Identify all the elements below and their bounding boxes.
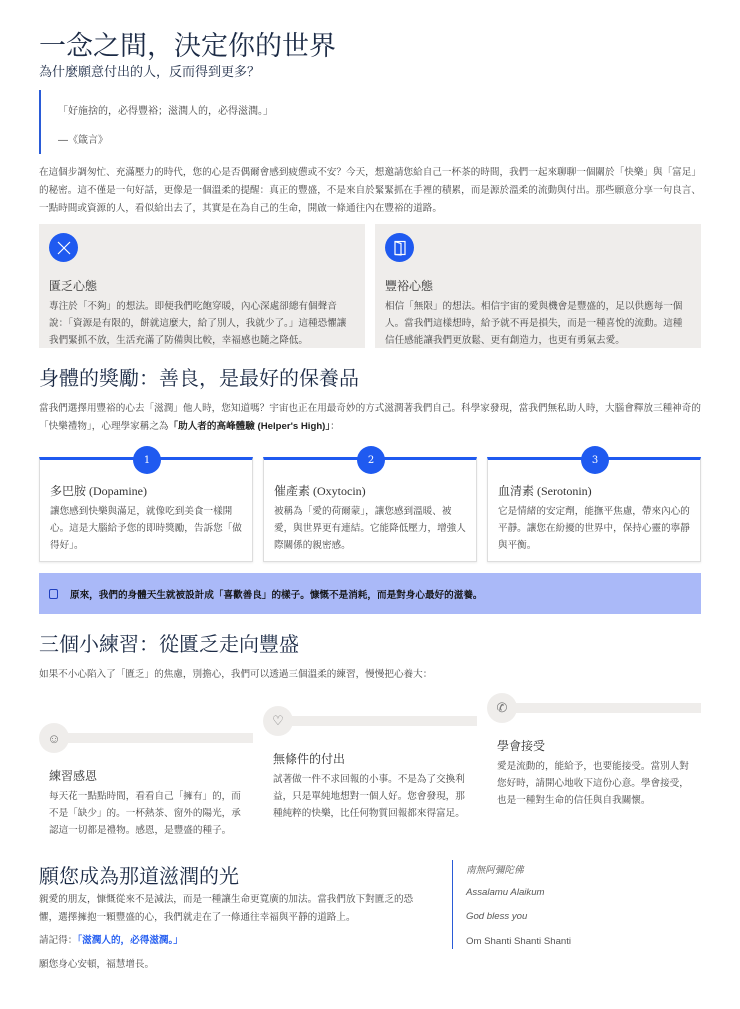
section-heading: 身體的獎勵：善良，是最好的保養品: [39, 368, 359, 390]
note-text: 原來，我們的身體天生就被設計成「喜歡善良」的樣子。慷慨不是消耗，而是對身心最好的滋養。: [70, 589, 483, 601]
page-subtitle: 為什麼願意付出的人，反而得到更多？: [39, 64, 261, 79]
hormone-card: [487, 454, 701, 562]
closing-text: 親愛的朋友，慷慨從來不是減法，而是一種讓生命更寬廣的加法。當我們放下對匱乏的恐懼，選擇擁抱一顆豐盛的心，我們就走在了一條通往幸福與平靜的道路上。: [39, 894, 414, 923]
practice-text: 每天花一點點時間，看看自己「擁有」的，而不是「缺少」的。一杯熱茶、窗外的陽光，承認這一切都是禮物。感恩，是豐盛的種子。: [49, 791, 241, 836]
hormone-title: 血清素 (Serotonin): [498, 484, 592, 498]
intro-end: ：: [330, 421, 340, 432]
step-number: 1: [133, 446, 161, 474]
blessing-text: 願您身心安頓，福慧增長。: [39, 959, 155, 970]
step-number: 3: [581, 446, 609, 474]
intro-paragraph: 在這個步調匆忙、充滿壓力的時代，您的心是否偶爾會感到疲憊或不安？今天，想邀請您給自己一杯茶的時間，我們一起來聊聊一個關於「快樂」與「富足」的秘密。這不僅是一句好話，更像是一個溫柔的提醒：真正的豐盛，不是來自於緊緊抓在手裡的積累，而是源於溫柔的流動與付出。那些願意分享一句良言、一點時間或資源的人，看似給出去了，其實是在為自己的生命，開啟一條通往內在豐裕的道路。: [39, 167, 701, 214]
practice-item: [39, 723, 253, 839]
hormone-text: 它是情緒的安定劑，能撫平焦慮，帶來內心的平靜。讓您在紛擾的世界中，保持心靈的寧靜與平衡。: [498, 506, 690, 551]
hormone-card: [263, 454, 477, 562]
mindset-text: 專注於「不夠」的想法。即便我們吃飽穿暖，內心深處卻總有個聲音說：「資源是有限的，餅就這麼大，給了別人，我就少了。」這種恐懼讓我們緊抓不放，生活充滿了防備與比較，幸福感也隨之降低。: [49, 301, 347, 346]
heart-icon: ♡: [263, 706, 293, 736]
intro-text: 當我們選擇用豐裕的心去「滋潤」他人時，您知道嗎？宇宙也正在用最奇妙的方式滋潤著我們自己。科學家發現，當我們無私助人時，大腦會釋放三種神奇的「快樂禮物」，心理學家稱之為: [39, 403, 701, 432]
practice-text: 試著做一件不求回報的小事。不是為了交換利益，只是單純地想對一個人好。您會發現，那種純粹的快樂，比任何物質回報都來得富足。: [273, 774, 465, 819]
practice-title: 學會接受: [497, 739, 546, 753]
greeting: God bless you: [466, 911, 528, 922]
hormone-text: 讓您感到快樂與滿足，就像吃到美食一樣開心。這是大腦給予您的即時獎勵，告訴您「做得好」。: [50, 506, 242, 551]
remember-line: [39, 932, 701, 950]
section2-intro: [39, 400, 701, 436]
blockquote: [39, 90, 273, 154]
meditation-icon: ☺: [39, 723, 69, 753]
practice-item: [263, 706, 477, 822]
mindset-title: 匱乏心態: [49, 279, 98, 293]
door-open-icon: [385, 233, 414, 262]
mindset-title: 豐裕心態: [385, 279, 434, 293]
greetings-list: [452, 860, 571, 949]
quote-source: —《箴言》: [58, 135, 108, 146]
mindset-text: 相信「無限」的想法。相信宇宙的愛與機會是豐盛的，足以供應每一個人。當我們這樣想時，給予就不再是損失，而是一種喜悅的流動。這種信任感能讓我們更放鬆、更有創造力，也更有勇氣去愛。: [385, 301, 683, 346]
closing-heading: 願您成為那道滋潤的光: [39, 866, 239, 888]
hormone-card: [39, 454, 253, 562]
helpers-high-term: 「助人者的高峰體驗 (Helper's High)」: [168, 421, 331, 432]
greeting: Assalamu Alaikum: [466, 886, 545, 898]
practice-text: 愛是流動的，能給予，也要能接受。當別人對您好時，請開心地收下這份心意。學會接受，也是一種對生命的信任與自我關懷。: [497, 761, 689, 806]
note-callout: [39, 573, 701, 614]
remember-quote: 「滋潤人的，必得滋潤。」: [77, 935, 183, 946]
quote-text: 「好施捨的，必得豐裕；滋潤人的，必得滋潤。」: [58, 106, 273, 117]
hormone-title: 多巴胺 (Dopamine): [50, 484, 147, 498]
x-icon: [49, 233, 78, 262]
hormone-text: 被稱為「愛的荷爾蒙」，讓您感到溫暖、被愛，與世界更有連結。它能降低壓力，增強人際關係的親密感。: [274, 506, 466, 551]
practice-item: [487, 693, 701, 809]
mindset-card-scarcity: [39, 224, 365, 348]
note-icon: [49, 589, 58, 599]
mindset-card-abundance: [375, 224, 701, 348]
remember-label: 請記得：: [39, 935, 78, 946]
page-title: 一念之間，決定你的世界: [39, 31, 336, 61]
section3-intro: 如果不小心陷入了「匱乏」的焦慮，別擔心，我們可以透過三個溫柔的練習，慢慢把心養大：: [39, 669, 433, 680]
phone-icon: ✆: [487, 693, 517, 723]
practice-title: 無條件的付出: [273, 752, 346, 766]
greeting: 南無阿彌陀佛: [466, 865, 524, 876]
hormone-title: 催產素 (Oxytocin): [274, 484, 366, 498]
step-number: 2: [357, 446, 385, 474]
practice-title: 練習感恩: [49, 769, 98, 783]
section-heading: 三個小練習：從匱乏走向豐盛: [39, 634, 299, 656]
greeting: Om Shanti Shanti Shanti: [466, 935, 572, 947]
